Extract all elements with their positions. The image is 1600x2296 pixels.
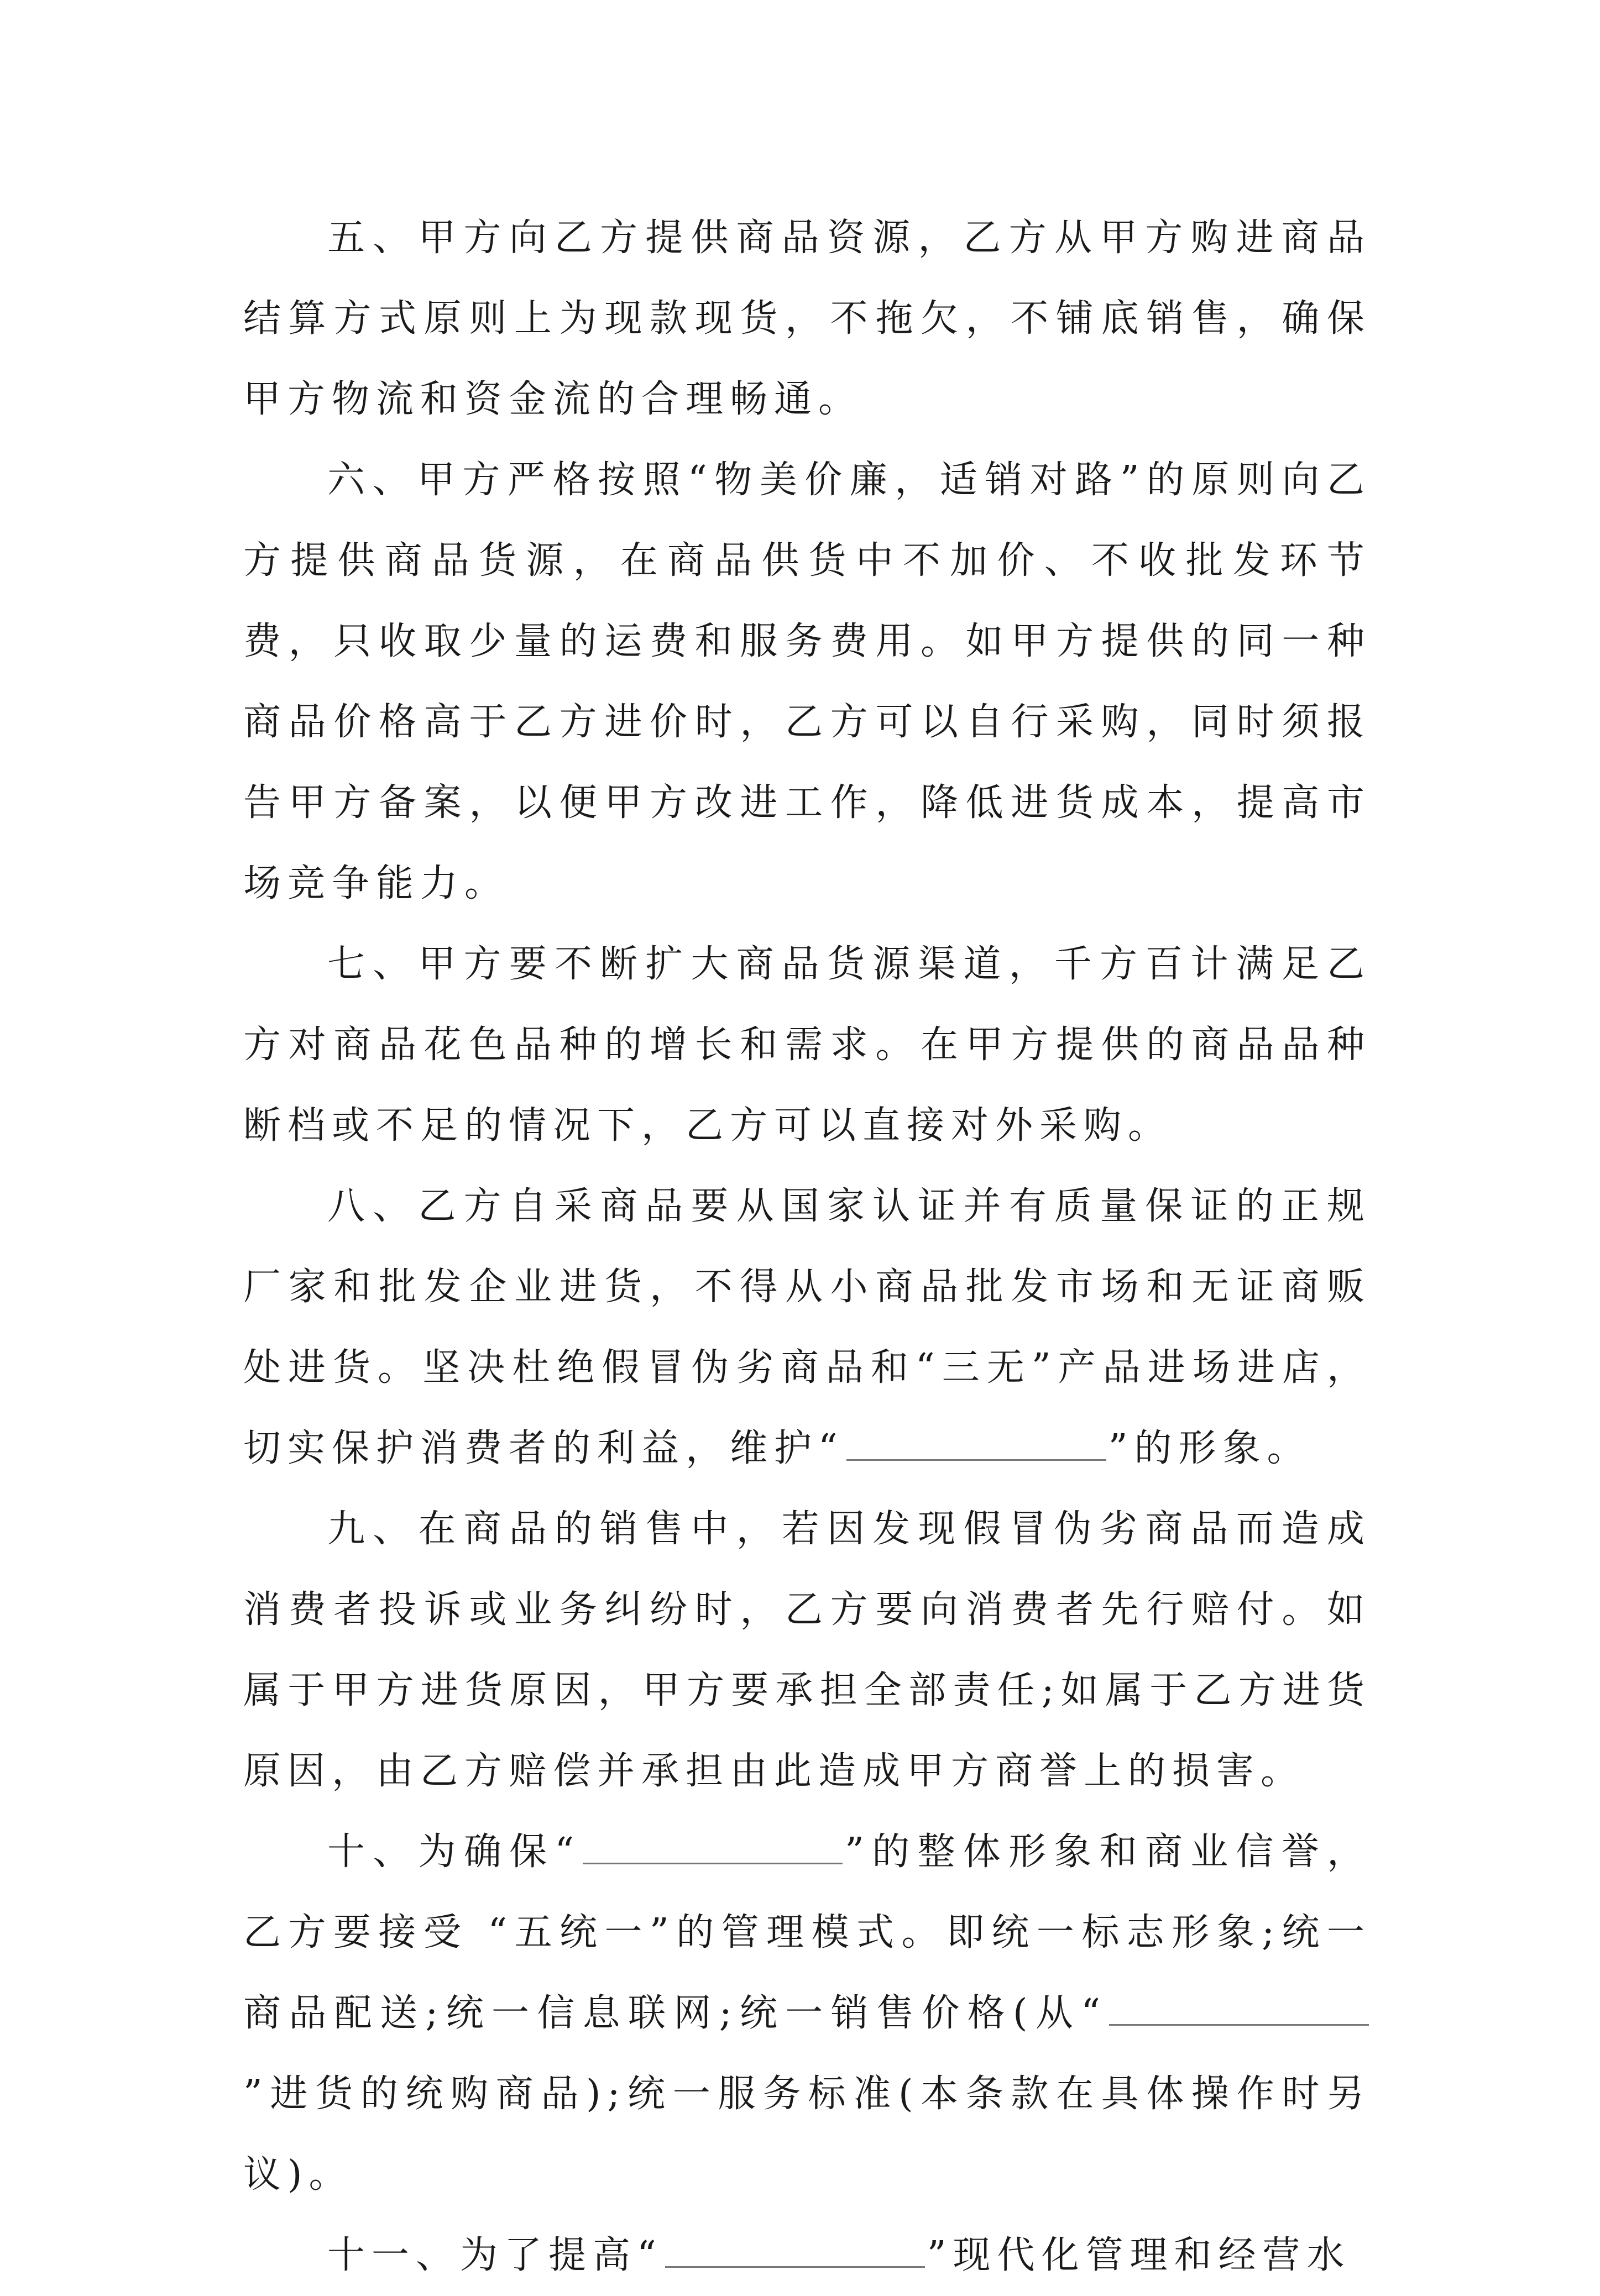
clause-8-text-part1: 八、乙方自采商品要从国家认证并有质量保证的正规厂家和批发企业进货，不得从小商品批发市场和无证商贩处进货。坚决杜绝假冒伪劣商品和“三无”产品进场进店，切实保护消费者的利益，维护“: [243, 1184, 1371, 1470]
clause-6-text: 六、甲方严格按照“物美价廉，适销对路”的原则向乙方提供商品货源，在商品供货中不加价、不收批发环节费，只收取少量的运费和服务费用。如甲方提供的同一种商品价格高于乙方进价时，乙方可以自行采购，同时须报告甲方备案，以便甲方改进工作，降低进货成本，提高市场竞争能力。: [243, 458, 1371, 905]
clause-10-paragraph: [243, 1812, 1371, 2215]
clause-11-text-part1: 十一、为了提高“: [327, 2234, 663, 2277]
document-body: [243, 198, 1371, 2296]
clause-8-text-part2: ”的形象。: [1108, 1427, 1311, 1470]
clause-8-paragraph: [243, 1166, 1371, 1489]
clause-10-text-part1: 十、为确保“: [327, 1830, 581, 1874]
clause-11-text-part2: ”现代化管理和经营水: [927, 2234, 1351, 2277]
fill-in-blank[interactable]: [583, 1831, 843, 1864]
clause-10-text-part3: ”进货的统购商品);统一服务标准(本条款在具体操作时另议)。: [243, 2072, 1371, 2197]
fill-in-blank[interactable]: [665, 2234, 925, 2268]
fill-in-blank[interactable]: [1109, 1992, 1369, 2026]
clause-9-text: 九、在商品的销售中，若因发现假冒伪劣商品而造成消费者投诉或业务纠纷时，乙方要向消费者先行赔付。如属于甲方进货原因，甲方要承担全部责任;如属于乙方进货原因，由乙方赔偿并承担由此造成甲方商誉上的损害。: [243, 1507, 1371, 1793]
clause-11-paragraph: [243, 2215, 1371, 2296]
clause-5-paragraph: [243, 198, 1371, 440]
clause-6-paragraph: [243, 440, 1371, 924]
clause-9-paragraph: [243, 1489, 1371, 1812]
clause-10-text-part2: ”的整体形象和商业信誉，乙方要接受 “五统一”的管理模式。即统一标志形象;统一商品配送;统一信息联网;统一销售价格(从“: [243, 1830, 1372, 2035]
clause-7-paragraph: [243, 924, 1371, 1166]
fill-in-blank[interactable]: [846, 1427, 1106, 1461]
clause-5-text: 五、甲方向乙方提供商品资源，乙方从甲方购进商品结算方式原则上为现款现货，不拖欠，不铺底销售，确保甲方物流和资金流的合理畅通。: [243, 216, 1371, 421]
clause-7-text: 七、甲方要不断扩大商品货源渠道，千方百计满足乙方对商品花色品种的增长和需求。在甲方提供的商品品种断档或不足的情况下，乙方可以直接对外采购。: [243, 942, 1371, 1147]
